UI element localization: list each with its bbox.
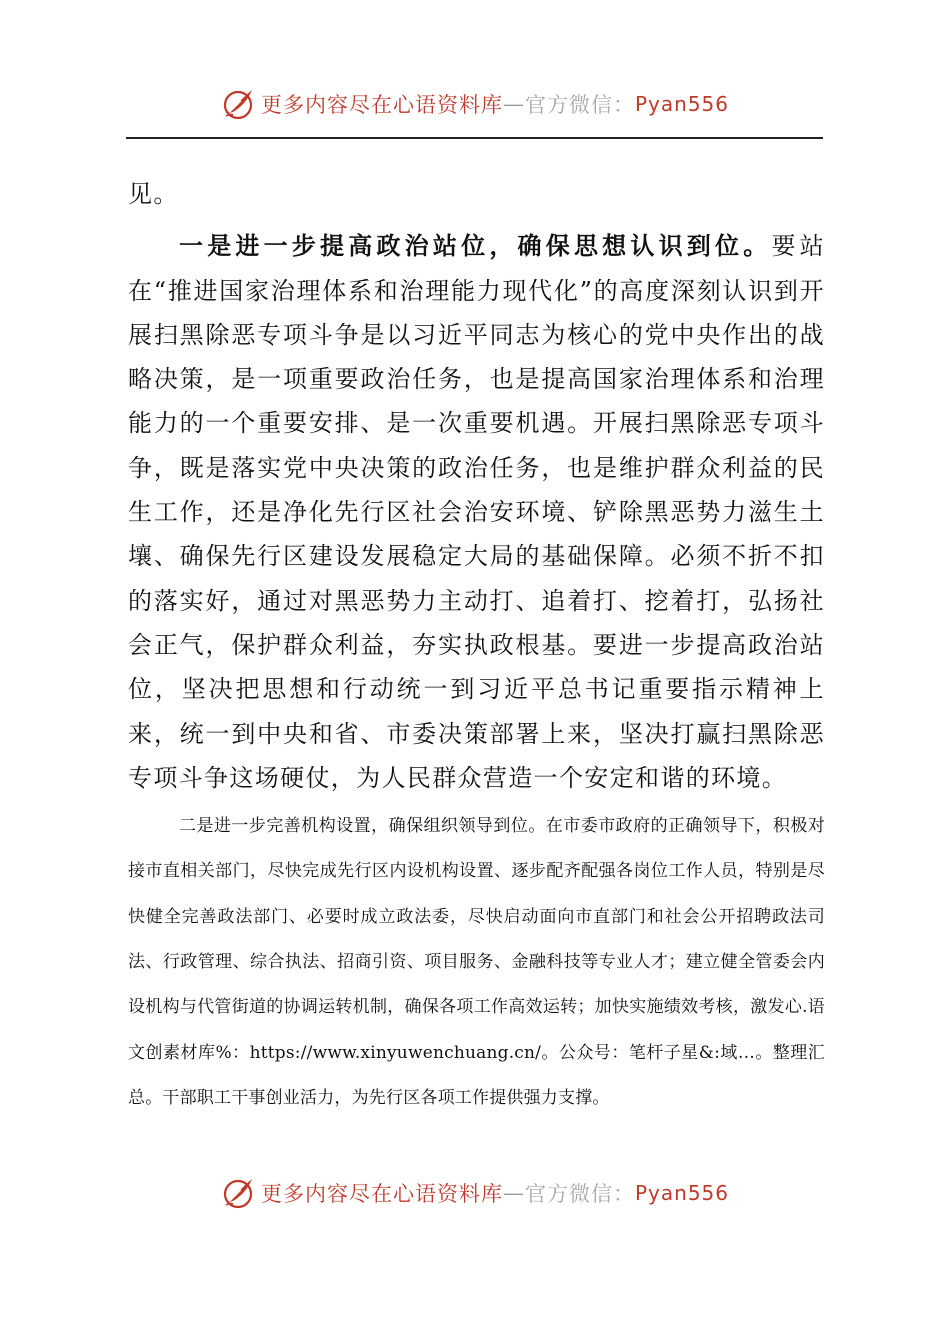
footer-wechat-label: 官方微信： (524, 1182, 635, 1206)
banner-wechat-id: Pyan556 (634, 92, 729, 116)
quill-logo-icon (221, 87, 255, 121)
footer-dash: — (502, 1181, 525, 1205)
header-divider (126, 137, 823, 139)
paragraph-1 (128, 224, 825, 800)
banner-dash: — (502, 92, 525, 116)
footer-wechat-id: Pyan556 (634, 1181, 729, 1205)
footer-banner (0, 1173, 950, 1213)
paragraph-1-heading: 一是进一步提高政治站位，确保思想认识到位。 (179, 231, 772, 261)
paragraph-1-body: 要站在“推进国家治理体系和治理能力现代化”的高度深刻认识到开展扫黑除恶专项斗争是以习近平同志为核心的党中央作出的战略决策，是一项重要政治任务，也是提高国家治理体系和治理能力的一个重要安排、是一次重要机遇。开展扫黑除恶专项斗争，既是落实党中央决策的政治任务，也是维护群众利益的民生工作，还是净化先行区社会治安环境、铲除黑恶势力滋生土壤、确保先行区建设发展稳定大局的基础保障。必须不折不扣的落实好，通过对黑恶势力主动打、追着打、挖着打，弘扬社会正气，保护群众利益，夯实执政根基。要进一步提高政治站位，坚决把思想和行动统一到习近平总书记重要指示精神上来，统一到中央和省、市委决策部署上来，坚决打赢扫黑除恶专项斗争这场硬仗，为人民群众营造一个安定和谐的环境。 (128, 232, 825, 792)
header-banner (0, 84, 950, 124)
banner-main-text: 更多内容尽在心语资料库 (260, 93, 503, 117)
footer-main-text: 更多内容尽在心语资料库 (260, 1182, 503, 1206)
document-body (128, 172, 825, 1121)
banner-wechat-label: 官方微信： (524, 93, 635, 117)
quill-logo-icon (221, 1176, 255, 1210)
paragraph-2-wrap (128, 804, 825, 1121)
paragraph-2: 二是进一步完善机构设置，确保组织领导到位。在市委市政府的正确领导下，积极对接市直相关部门，尽快完成先行区内设机构设置、逐步配齐配强各岗位工作人员，特别是尽快健全完善政法部门、必要时成立政法委，尽快启动面向市直部门和社会公开招聘政法司法、行政管理、综合执法、招商引资、项目服务、金融科技等专业人才；建立健全管委会内设机构与代管街道的协调运转机制，确保各项工作高效运转；加快实施绩效考核，激发心.语文创素材库%：https://www.xinyuwenchuang.cn/。公众号：笔杆子星&:域…。整理汇总。干部职工干事创业活力，为先行区各项工作提供强力支撑。 (128, 816, 825, 1108)
continuation-text: 见。 (128, 180, 179, 208)
